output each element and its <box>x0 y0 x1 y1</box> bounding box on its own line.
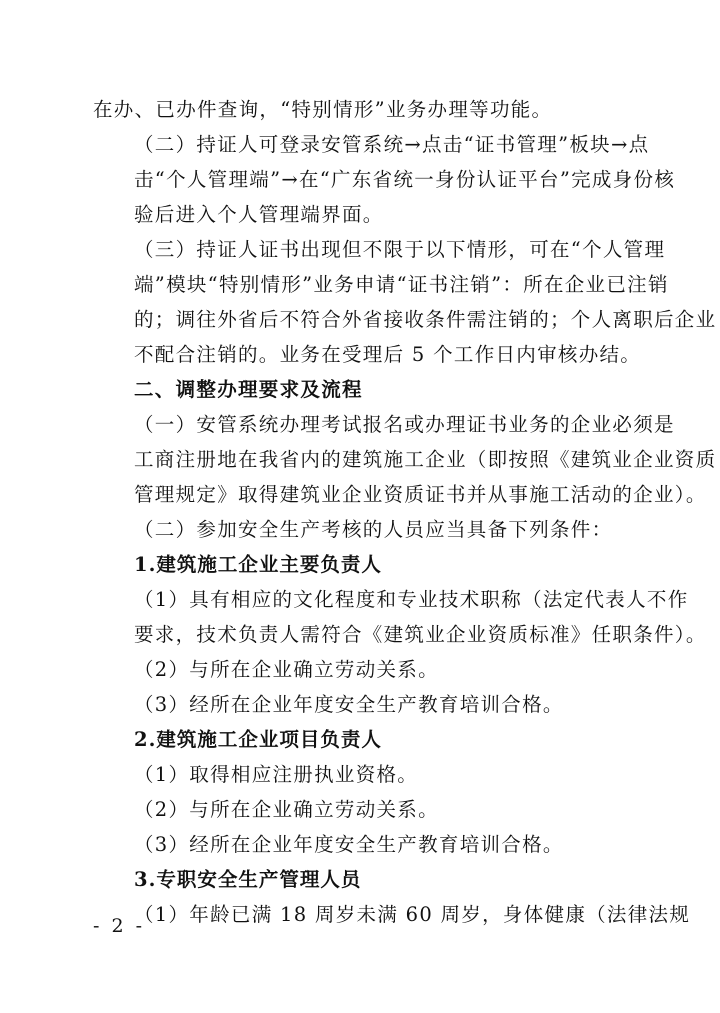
text-line: （2）与所在企业确立劳动关系。 <box>134 658 439 681</box>
subheading-principal <box>93 547 641 582</box>
section-heading-requirements <box>93 372 641 407</box>
paragraph-enterprise-requirement <box>93 407 717 512</box>
text-line: （二）持证人可登录安管系统→点击“证书管理”板块→点 <box>134 133 650 156</box>
text-line: 管理规定》取得建筑业企业资质证书并从事施工活动的企业）。 <box>134 483 707 506</box>
text-line: 工商注册地在我省内的建筑施工企业（即按照《建筑业企业资质 <box>134 448 717 471</box>
text-line: 在办、已办件查询，“特别情形”业务办理等功能。 <box>93 98 553 121</box>
heading-text: 3.专职安全生产管理人员 <box>134 868 362 891</box>
text-line: （3）经所在企业年度安全生产教育培训合格。 <box>134 833 564 856</box>
heading-text: 1.建筑施工企业主要负责人 <box>134 553 382 576</box>
list-item <box>93 827 641 862</box>
text-line: （三）持证人证书出现但不限于以下情形，可在“个人管理 <box>134 238 666 261</box>
page-number: - 2 - <box>93 915 146 937</box>
subheading-safety-personnel <box>93 862 641 897</box>
heading-text: 二、调整办理要求及流程 <box>134 378 363 401</box>
paragraph-login-steps <box>93 127 676 232</box>
text-line: 击“个人管理端”→在“广东省统一身份认证平台”完成身份核 <box>134 168 676 191</box>
document-body <box>93 92 717 932</box>
text-line: （二）参加安全生产考核的人员应当具备下列条件： <box>134 518 613 541</box>
paragraph-exam-conditions <box>93 512 641 547</box>
paragraph-cancellation-cases <box>93 232 717 372</box>
heading-text: 2.建筑施工企业项目负责人 <box>134 728 382 751</box>
text-line: 不配合注销的。业务在受理后 5 个工作日内审核办结。 <box>134 343 642 366</box>
text-line: （3）经所在企业年度安全生产教育培训合格。 <box>134 693 564 716</box>
text-line: （一）安管系统办理考试报名或办理证书业务的企业必须是 <box>134 413 675 436</box>
text-line: （2）与所在企业确立劳动关系。 <box>134 798 439 821</box>
text-line: （1）具有相应的文化程度和专业技术职称（法定代表人不作 <box>134 588 689 611</box>
list-item <box>93 582 707 652</box>
text-line: （1）取得相应注册执业资格。 <box>134 763 419 786</box>
list-item <box>93 897 691 932</box>
text-line: 的；调往外省后不符合外省接收条件需注销的；个人离职后企业 <box>134 308 717 331</box>
text-line: （1）年龄已满 18 周岁未满 60 周岁，身体健康（法律法规 <box>134 903 691 926</box>
list-item <box>93 652 641 687</box>
list-item <box>93 792 641 827</box>
paragraph-functions-continued <box>93 92 641 127</box>
text-line: 端”模块“特别情形”业务申请“证书注销”：所在企业已注销 <box>134 273 669 296</box>
list-item <box>93 757 641 792</box>
subheading-project-manager <box>93 722 641 757</box>
text-line: 要求，技术负责人需符合《建筑业企业资质标准》任职条件）。 <box>134 623 707 646</box>
text-line: 验后进入个人管理端界面。 <box>134 203 384 226</box>
list-item <box>93 687 641 722</box>
